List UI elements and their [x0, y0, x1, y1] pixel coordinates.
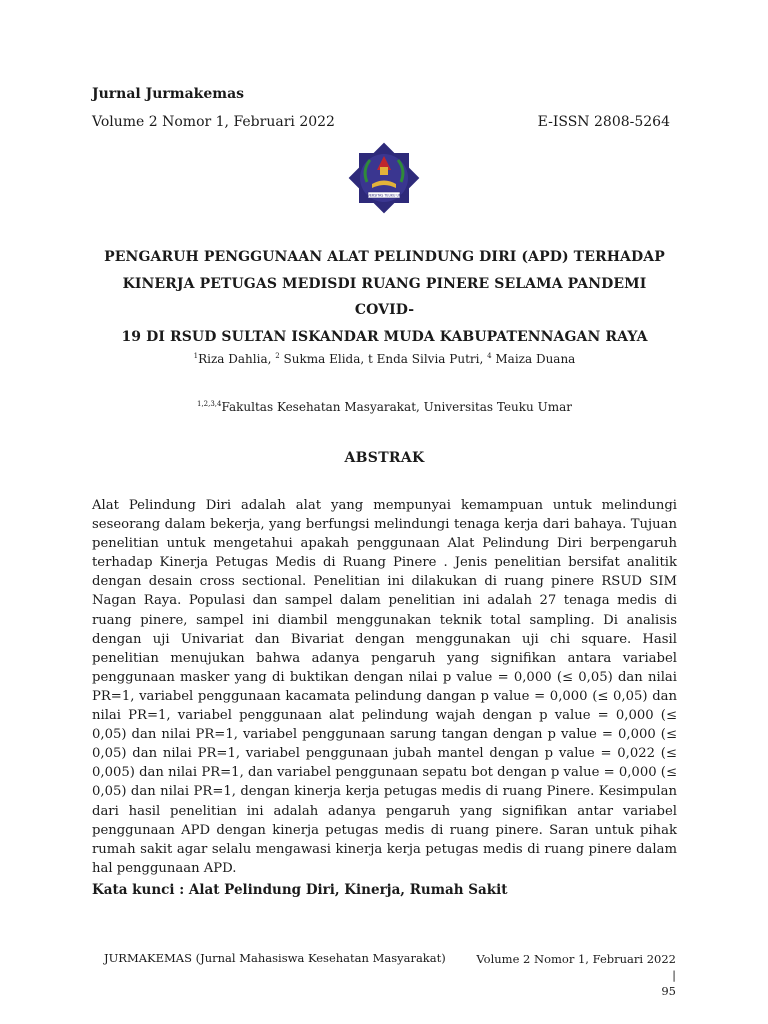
- affiliation-text: Fakultas Kesehatan Masyarakat, Universitas Teuku Umar: [221, 400, 572, 414]
- logo-banner-text: UNIVERSITAS TEUKU UMAR: [361, 193, 407, 198]
- title-line: KINERJA PETUGAS MEDISDI RUANG PINERE SELAMA PANDEMI COVID-: [122, 275, 647, 318]
- author-name: Maiza Duana: [491, 352, 576, 366]
- affiliation: [92, 400, 677, 414]
- author-name: Riza Dahlia,: [198, 352, 276, 366]
- volume-info: Volume 2 Nomor 1, Februari 2022: [92, 114, 335, 130]
- author-sup: 4: [487, 352, 492, 360]
- author-sup: 1: [193, 352, 199, 360]
- university-logo: [340, 140, 428, 216]
- keywords: Kata kunci : Alat Pelindung Diri, Kinerja, Rumah Sakit: [92, 882, 508, 898]
- eissn: E-ISSN 2808-5264: [537, 114, 670, 130]
- journal-name: Jurnal Jurmakemas: [92, 86, 245, 102]
- author-sup: 2: [275, 352, 280, 360]
- footer-volume-text: Volume 2 Nomor 1, Februari 2022 |: [476, 952, 676, 982]
- author-name: Sukma Elida, t Enda Silvia Putri,: [279, 352, 488, 366]
- title-line: 19 DI RSUD SULTAN ISKANDAR MUDA KABUPATENNAGAN RAYA: [121, 328, 648, 345]
- affiliation-sup: 1,2,3,4: [196, 400, 222, 408]
- paper-title: [92, 244, 677, 350]
- logo-torch: [380, 167, 388, 175]
- title-line: PENGARUH PENGGUNAAN ALAT PELINDUNG DIRI (APD) TERHADAP: [104, 249, 665, 265]
- page-number: 95: [661, 984, 676, 998]
- author-list: [92, 352, 677, 366]
- abstract-body: Alat Pelindung Diri adalah alat yang mempunyai kemampuan untuk melindungi seseorang dalam bekerja, yang berfungsi melindungi tenaga kerja dari bahaya. Tujuan penelitian untuk mengetahui apakah penggunaan Alat Pelindung Diri berpengaruh terhadap Kinerja Petugas Medis di Ruang Pinere . Jenis penelitian bersifat analitik dengan desain cross sectional. Penelitian ini dilakukan di ruang pinere RSUD SIM Nagan Raya. Populasi dan sampel dalam penelitian ini adalah 27 tenaga medis di ruang pinere, sampel ini diambil menggunakan teknik total sampling. Di analisis dengan uji Univariat dan Bivariat dengan menggunakan uji chi square. Hasil penelitian menujukan bahwa adanya pengaruh yang signifikan antara variabel penggunaan masker yang di buktikan dengan nilai p value = 0,000 (≤ 0,05) dan nilai PR=1, variabel penggunaan kacamata pelindung dangan p value = 0,000 (≤ 0,05) dan nilai PR=1, variabel penggunaan alat pelindung wajah dengan p value = 0,000 (≤ 0,05) dan nilai PR=1, variabel penggunaan sarung tangan dengan p value = 0,000 (≤ 0,05) dan nilai PR=1, variabel penggunaan jubah mantel dengan p value = 0,022 (≤ 0,005) dan nilai PR=1, dan variabel penggunaan sepatu bot dengan p value = 0,000 (≤ 0,05) dan nilai PR=1, dengan kinerja kerja petugas medis di ruang Pinere. Kesimpulan dari hasil penelitian ini adalah adanya pengaruh yang signifikan antar variabel penggunaan APD dengan kinerja petugas medis di ruang pinere. Saran untuk pihak rumah sakit agar selalu mengawasi kinerja kerja petugas medis di ruang pinere dalam hal penggunaan APD.: [92, 498, 677, 876]
- volume-line: [92, 114, 670, 130]
- abstract-heading: ABSTRAK: [344, 450, 425, 466]
- footer-journal: JURMAKEMAS (Jurnal Mahasiswa Kesehatan Masyarakat): [104, 951, 446, 965]
- footer-volume: [472, 951, 676, 999]
